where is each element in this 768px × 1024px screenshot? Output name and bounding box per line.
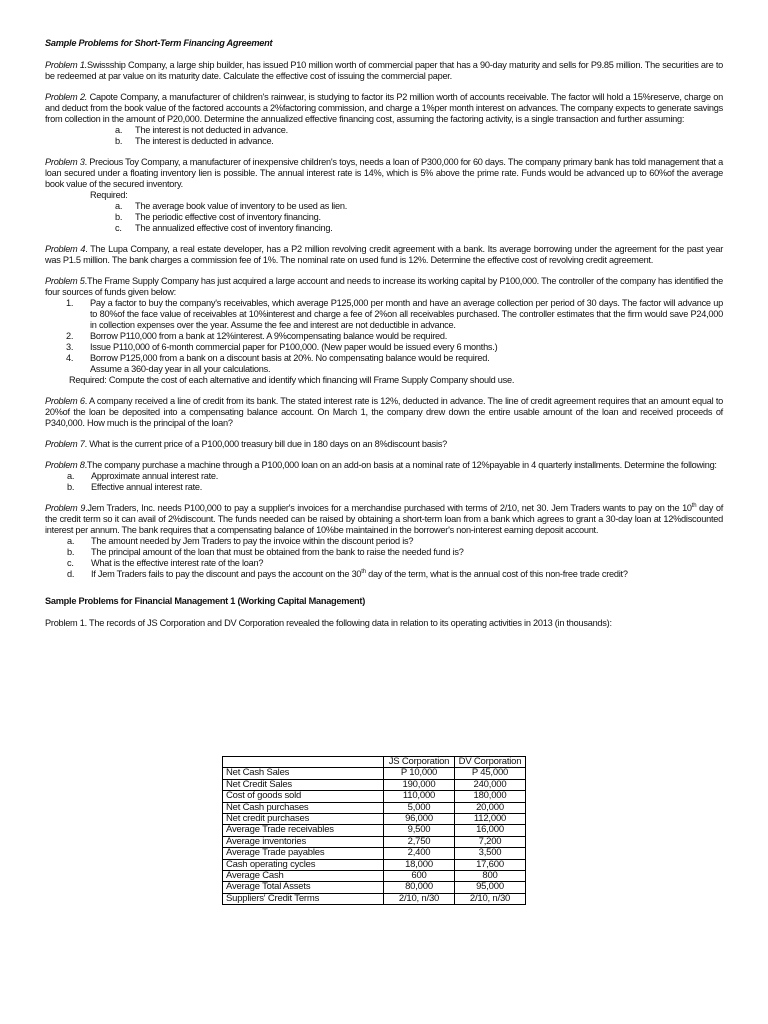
table-cell: 17,600 — [455, 859, 526, 870]
table-row — [223, 802, 526, 813]
required-text: Required: Compute the cost of each alternative and identify which financing will Frame Supply Company should use. — [69, 375, 515, 385]
table-cell: 600 — [384, 871, 455, 882]
list-item — [67, 482, 723, 493]
problem-8 — [45, 460, 723, 493]
document-page — [45, 38, 723, 639]
problem-label: Problem 1. — [45, 60, 87, 70]
table-cell: 190,000 — [384, 779, 455, 790]
table-cell: Suppliers' Credit Terms — [223, 893, 384, 904]
problem-4 — [45, 244, 723, 266]
problem-label: Problem 9 — [45, 503, 86, 513]
table-row — [223, 768, 526, 779]
problem-3 — [45, 157, 723, 234]
table-cell: P 45,000 — [455, 768, 526, 779]
item-text: The amount needed by Jem Traders to pay the invoice within the discount period is? — [91, 536, 414, 546]
table-cell: Net Credit Sales — [223, 779, 384, 790]
table-cell: 80,000 — [384, 882, 455, 893]
item-text: Assume a 360-day year in all your calculations. — [90, 364, 271, 374]
section-heading: Sample Problems for Short-Term Financing Agreement — [45, 38, 273, 48]
table-cell: 5,000 — [384, 802, 455, 813]
problem-6 — [45, 396, 723, 429]
item-marker: c. — [67, 558, 74, 568]
item-text: The annualized effective cost of inventory financing. — [135, 223, 333, 233]
problem-text: . What is the current price of a P100,000 treasury bill due in 180 days on an 8%discount basis? — [84, 439, 447, 449]
table-cell: Net Cash Sales — [223, 768, 384, 779]
section-heading-2: Sample Problems for Financial Management 1 (Working Capital Management) — [45, 596, 366, 606]
item-marker: c. — [115, 223, 122, 233]
item-text: The average book value of inventory to be used as lien. — [135, 201, 347, 211]
problem-2 — [45, 92, 723, 147]
numbered-item — [45, 342, 723, 353]
list-item — [67, 536, 723, 547]
item-marker: 4. — [66, 353, 74, 363]
problem-3-items — [45, 201, 723, 234]
superscript: th — [691, 502, 697, 509]
required-label: Required: — [90, 190, 128, 200]
problem-1 — [45, 60, 723, 82]
table-cell: Average Trade payables — [223, 848, 384, 859]
table-header-cell: DV Corporation — [455, 757, 526, 768]
list-item — [67, 569, 723, 580]
table-cell: 112,000 — [455, 814, 526, 825]
item-text: Approximate annual interest rate. — [91, 471, 219, 481]
table-cell: 9,500 — [384, 825, 455, 836]
item-marker: b. — [115, 136, 123, 146]
table-cell: 20,000 — [455, 802, 526, 813]
table-cell: 7,200 — [455, 836, 526, 847]
problem-text: . A company received a line of credit from its bank. The stated interest rate is 12%, deducted in advance. The line of credit agreement requires that an amount equal to 20%of the loan be deposited into a compensating balance account. On March 1, the company drew down the entire usable amount of the loan and received proceeds of P340,000. How much is the principal of the loan? — [45, 396, 724, 428]
table-header-row — [223, 757, 526, 768]
table-cell: 180,000 — [455, 791, 526, 802]
list-item — [115, 212, 723, 223]
list-item — [115, 223, 723, 234]
item-marker: a. — [67, 471, 75, 481]
table-cell: Average Total Assets — [223, 882, 384, 893]
problem-text: day of the credit term so it can avail of 2%discount. The funds needed can be raised by obtaining a short-term loan from a bank which agrees to grant a 30-day loan at 12%discounted interest per annum. The bank requires that a compensating balance of 10%be maintained in the borrower's non-interest earning deposit account. — [45, 503, 723, 535]
table-cell: Average Cash — [223, 871, 384, 882]
problem-5 — [45, 276, 723, 386]
table-cell: Cost of goods sold — [223, 791, 384, 802]
list-item — [67, 547, 723, 558]
data-table — [222, 756, 526, 905]
item-marker: 3. — [66, 342, 74, 352]
table-cell: Net credit purchases — [223, 814, 384, 825]
table-cell: 800 — [455, 871, 526, 882]
table-row — [223, 882, 526, 893]
list-item — [115, 201, 723, 212]
table-row — [223, 836, 526, 847]
table-cell: 95,000 — [455, 882, 526, 893]
problem-7 — [45, 439, 723, 450]
item-marker: b. — [67, 547, 75, 557]
table-cell: P 10,000 — [384, 768, 455, 779]
item-text: Borrow P125,000 from a bank on a discount basis at 20%. No compensating balance would be required. — [90, 353, 490, 363]
item-marker: 2. — [66, 331, 74, 341]
problem-text: .The Frame Supply Company has just acquired a large account and needs to increase its working capital by P100,000. The controller of the company has identified the four sources of funds given below: — [45, 276, 723, 297]
table-header-cell — [223, 757, 384, 768]
table-row — [223, 893, 526, 904]
table-cell: 240,000 — [455, 779, 526, 790]
item-marker: a. — [67, 536, 75, 546]
item-text: Issue P110,000 of 6-month commercial paper for P100,000. (New paper would be issued every 6 months.) — [90, 342, 498, 352]
table-row — [223, 791, 526, 802]
list-item — [67, 471, 723, 482]
problem-label: Problem 8 — [45, 460, 85, 470]
list-item — [67, 558, 723, 569]
problem-text: .Jem Traders, Inc. needs P100,000 to pay a supplier's invoices for a merchandise purchased with terms of 2/10, net 30. Jem Traders wants to pay on the 10 — [85, 503, 692, 513]
problem-label: Problem 5 — [45, 276, 85, 286]
item-marker: b. — [115, 212, 123, 222]
table-cell: 16,000 — [455, 825, 526, 836]
table-row — [223, 814, 526, 825]
item-marker: a. — [115, 201, 123, 211]
item-marker: b. — [67, 482, 75, 492]
item-text: The interest is deducted in advance. — [135, 136, 274, 146]
problem-label: Problem 6 — [45, 396, 85, 406]
item-text: The principal amount of the loan that must be obtained from the bank to raise the needed fund is? — [91, 547, 464, 557]
problem-9-items — [45, 536, 723, 580]
problem-text: Swissship Company, a large ship builder, has issued P10 million worth of commercial paper that has a 90-day maturity and sells for P9.85 million. The securities are to be redeemed at par value on its maturity date. Calculate the effective cost of issuing the commercial paper. — [45, 60, 723, 81]
table-cell: Cash operating cycles — [223, 859, 384, 870]
problem-wc-1: Problem 1. The records of JS Corporation and DV Corporation revealed the following data in relation to its operating activities in 2013 (in thousands): — [45, 618, 612, 628]
item-marker: a. — [115, 125, 123, 135]
numbered-item — [45, 364, 723, 375]
item-text: The periodic effective cost of inventory financing. — [135, 212, 321, 222]
problem-text: .The company purchase a machine through a P100,000 loan on an add-on basis at a nominal rate of 12%payable in 4 quarterly installments. Determine the following: — [84, 460, 717, 470]
item-text: If Jem Traders fails to pay the discount and pays the account on the 30 — [91, 569, 362, 579]
item-text: The interest is not deducted in advance. — [135, 125, 288, 135]
table-cell: 2,750 — [384, 836, 455, 847]
problem-label: Problem 2. — [45, 92, 88, 102]
item-text: Borrow P110,000 from a bank at 12%interest. A 9%compensating balance would be required. — [90, 331, 448, 341]
table-cell: 96,000 — [384, 814, 455, 825]
item-marker: d. — [67, 569, 75, 579]
numbered-item — [45, 353, 723, 364]
problem-text: Capote Company, a manufacturer of children's rainwear, is studying to factor its P2 million worth of accounts receivable. The factor will hold a 15%reserve, charge on and deduct from the book value of the factored accounts a 2%factoring commission, and charge a 1%per month interest on advances. The company expects to generate savings from collection in the amount of P20,000. Determine the annualized effective financing cost, assuming the factoring activity, is a single transaction and further assuming: — [45, 92, 723, 124]
item-text: Effective annual interest rate. — [91, 482, 203, 492]
problem-8-items — [45, 471, 723, 493]
table-cell: 110,000 — [384, 791, 455, 802]
problem-label: Problem 3 — [45, 157, 85, 167]
problem-label: Problem 7 — [45, 439, 85, 449]
table-cell: 2,400 — [384, 848, 455, 859]
problem-2-items — [45, 125, 723, 147]
problem-label: Problem 4 — [45, 244, 86, 254]
table-cell: 3,500 — [455, 848, 526, 859]
problem-text: . The Lupa Company, a real estate developer, has a P2 million revolving credit agreement with a bank. Its average borrowing under the agreement for the past year was P1.5 million. The bank charges a commission fee of 1%. The nominal rate on used fund is 12%. Determine the effective cost of revolving credit agreement. — [45, 244, 723, 265]
table-cell: 2/10, n/30 — [384, 893, 455, 904]
table-cell: Average inventories — [223, 836, 384, 847]
problem-9 — [45, 503, 723, 580]
list-item — [115, 125, 723, 136]
table-row — [223, 871, 526, 882]
table-row — [223, 779, 526, 790]
numbered-item — [45, 298, 723, 331]
item-marker: 1. — [66, 298, 74, 308]
numbered-item — [45, 331, 723, 342]
table-cell: Net Cash purchases — [223, 802, 384, 813]
superscript: th — [361, 568, 366, 575]
table-row — [223, 825, 526, 836]
table-cell: 2/10, n/30 — [455, 893, 526, 904]
item-text: Pay a factor to buy the company's receivables, which average P125,000 per month and have an average collection per period of 30 days. The factor will advance up to 80%of the face value of receivables at 10%interest and charge a fee of 2%on all receivables purchased. The controller estimates that the firm would save P24,000 in collection expenses over the year. Assume the fee and interest are not deductible in advance. — [90, 298, 723, 330]
item-text: day of the term, what is the annual cost of this non-free trade credit? — [365, 569, 628, 579]
problem-text: . Precious Toy Company, a manufacturer of inexpensive children's toys, needs a loan of P300,000 for 60 days. The company primary bank has told management that a loan secured under a floating inventory lien is possible. The annual interest rate is 14%, which is 5% above the prime rate. Funds would be advanced up to 60%of the average book value of the secured inventory. — [45, 157, 723, 189]
table-row — [223, 848, 526, 859]
table-cell: 18,000 — [384, 859, 455, 870]
table-row — [223, 859, 526, 870]
list-item — [115, 136, 723, 147]
table-header-cell: JS Corporation — [384, 757, 455, 768]
table-cell: Average Trade receivables — [223, 825, 384, 836]
item-text: What is the effective interest rate of the loan? — [91, 558, 264, 568]
